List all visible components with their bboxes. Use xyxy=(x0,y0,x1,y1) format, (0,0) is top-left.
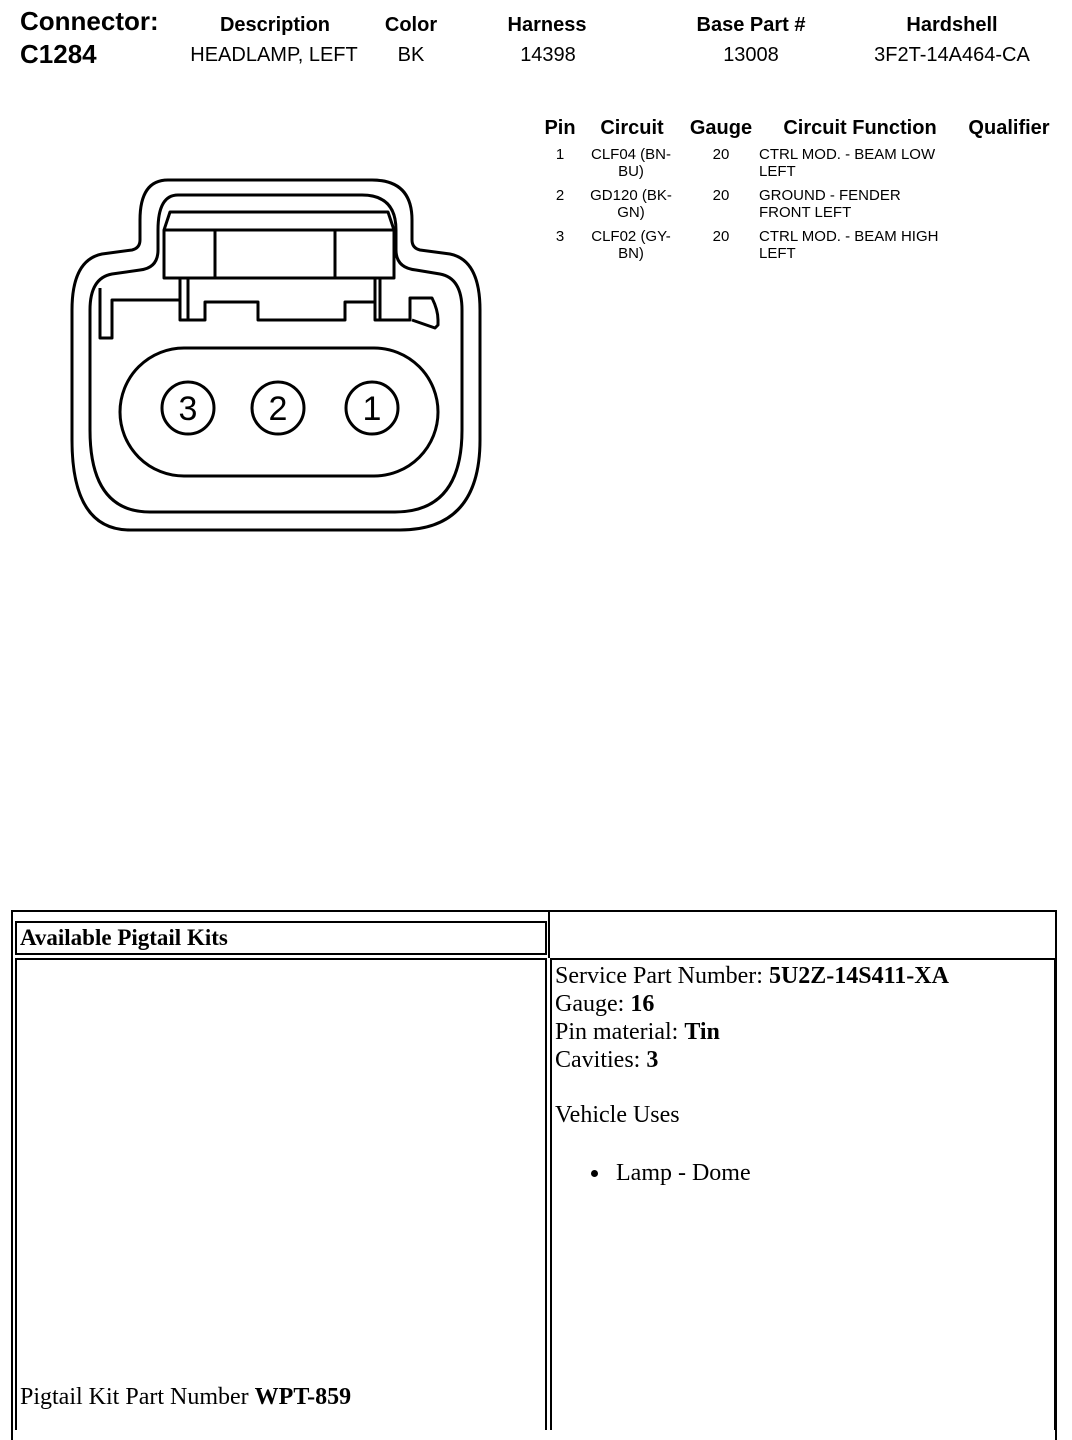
pigtail-kit-part-number xyxy=(20,1384,351,1411)
connector-key-ledge xyxy=(100,288,438,338)
service-part-line: Service Part Number: 5U2Z-14S411-XA xyxy=(555,963,949,989)
connector-label: Connector: xyxy=(20,6,159,36)
cavities-line: Cavities: 3 xyxy=(555,1047,659,1073)
harness-label: Harness xyxy=(507,14,587,36)
pigtail-details-cell xyxy=(550,958,1056,1430)
bullet-icon xyxy=(591,1170,598,1177)
pin-gauge: 20 xyxy=(712,228,730,245)
pigtail-title-cell xyxy=(15,921,547,955)
connector-face-diagram xyxy=(40,160,520,580)
connector-id: C1284 xyxy=(20,39,97,69)
qualifier-header: Qualifier xyxy=(968,117,1050,139)
cavity-label-1: 1 xyxy=(362,390,382,428)
connector-latch xyxy=(164,212,394,278)
pin-gauge: 20 xyxy=(712,187,730,204)
gauge-line: Gauge: 16 xyxy=(555,991,655,1017)
pin-number: 2 xyxy=(555,187,565,204)
pin-number: 1 xyxy=(555,146,565,163)
pin-circuit: CLF04 (BN- BU) xyxy=(590,146,672,180)
base-part-label: Base Part # xyxy=(696,14,806,36)
pin-function: GROUND - FENDER FRONT LEFT xyxy=(759,187,901,221)
list-item: Lamp - Dome xyxy=(616,1160,751,1186)
circuit-function-header: Circuit Function xyxy=(783,117,937,139)
hardshell-value: 3F2T-14A464-CA xyxy=(874,44,1030,66)
pigtail-image-cell xyxy=(15,958,547,1430)
pin-circuit: GD120 (BK- GN) xyxy=(590,187,672,221)
hardshell-label: Hardshell xyxy=(906,14,998,36)
vehicle-uses-heading: Vehicle Uses xyxy=(555,1102,680,1128)
cavities-value: 3 xyxy=(646,1047,659,1073)
pigtail-details xyxy=(555,962,949,1187)
vehicle-uses-list xyxy=(555,1159,949,1187)
color-value: BK xyxy=(397,44,425,66)
kit-part-value: WPT-859 xyxy=(254,1384,352,1410)
pin-material-line: Pin material: Tin xyxy=(555,1019,720,1045)
cavity-label-2: 2 xyxy=(268,390,288,428)
pigtail-divider xyxy=(548,912,550,958)
description-value: HEADLAMP, LEFT xyxy=(190,44,358,66)
kit-part-label: Pigtail Kit Part Number xyxy=(20,1384,255,1410)
cavity-label-3: 3 xyxy=(178,390,198,428)
pigtail-title: Available Pigtail Kits xyxy=(20,925,228,950)
pin-material-value: Tin xyxy=(684,1019,720,1045)
base-part-value: 13008 xyxy=(723,44,779,66)
service-part-value: 5U2Z-14S411-XA xyxy=(768,963,949,989)
pin-header: Pin xyxy=(544,117,576,139)
gauge-header: Gauge xyxy=(689,117,753,139)
pin-gauge: 20 xyxy=(712,146,730,163)
harness-value: 14398 xyxy=(520,44,576,66)
description-label: Description xyxy=(219,14,331,36)
color-label: Color xyxy=(384,14,438,36)
pin-function: CTRL MOD. - BEAM LOW LEFT xyxy=(759,146,936,180)
pin-number: 3 xyxy=(555,228,565,245)
pin-circuit: CLF02 (GY- BN) xyxy=(591,228,671,262)
pin-function: CTRL MOD. - BEAM HIGH LEFT xyxy=(759,228,939,262)
circuit-header: Circuit xyxy=(600,117,664,139)
gauge-value: 16 xyxy=(630,991,655,1017)
